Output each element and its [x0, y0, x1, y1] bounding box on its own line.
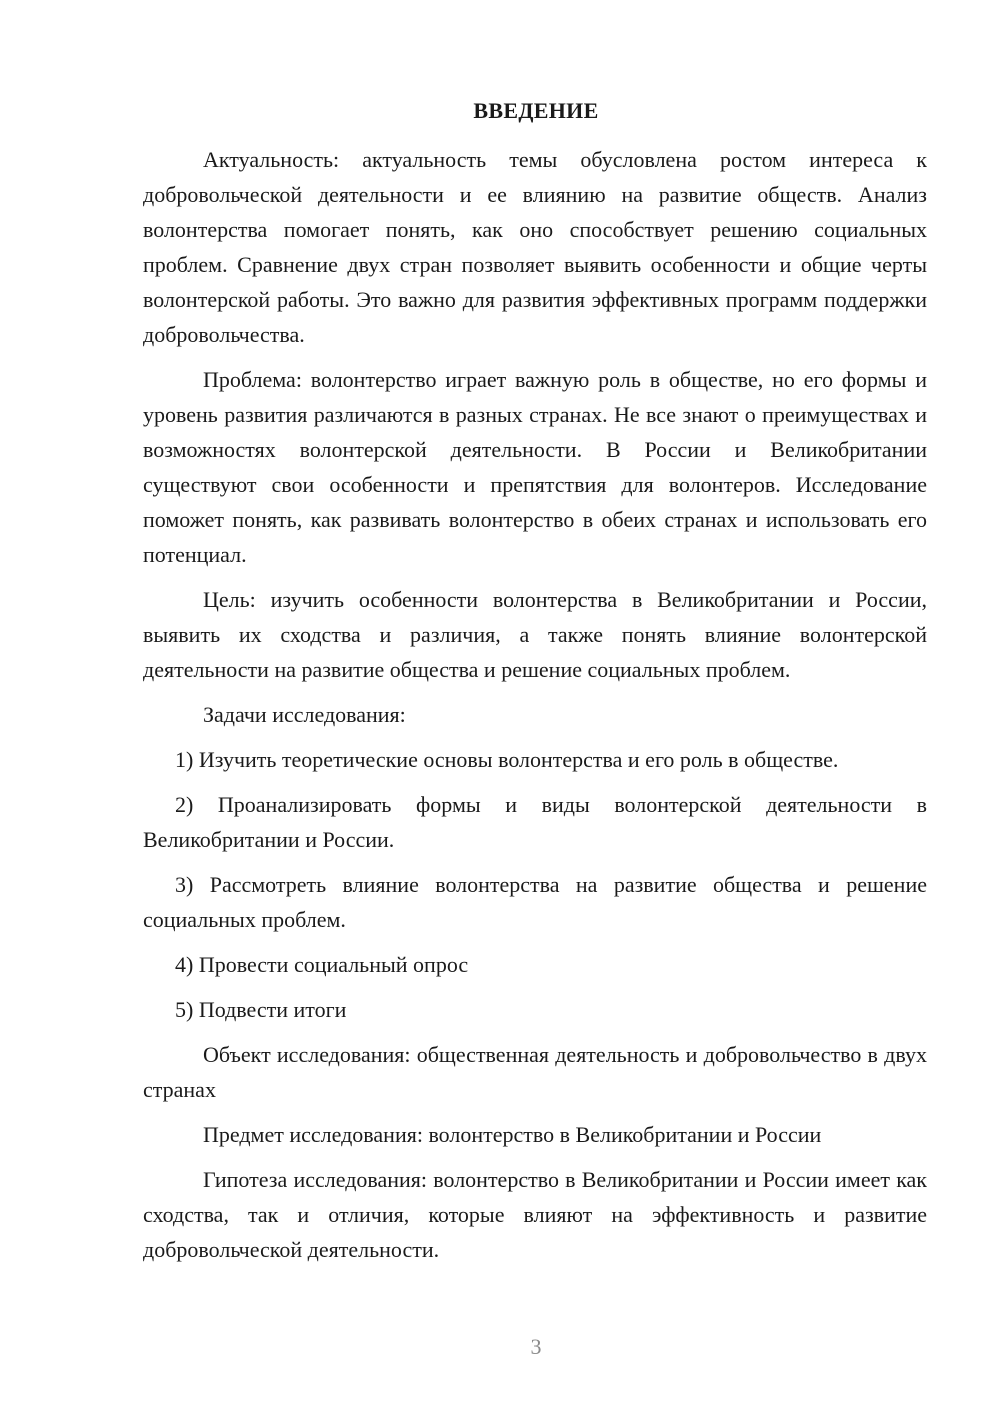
paragraph-problem: Проблема: волонтерство играет важную роль в обществе, но его формы и уровень развития различаются в разных странах. Не все знают о преимуществах и возможностях волонтерской деятельности. В России и Великобритании существуют свои особенности и препятствия для волонтеров. Исследование поможет понять, как развивать волонтерство в обеих странах и использовать его потенциал. [143, 367, 927, 567]
task-item-4: 4) Провести социальный опрос [175, 952, 469, 977]
paragraph-goal: Цель: изучить особенности волонтерства в Великобритании и России, выявить их сходства и различия, а также понять влияние волонтерской деятельности на развитие общества и решение социальных проблем. [143, 587, 927, 682]
paragraph-relevance: Актуальность: актуальность темы обусловлена ростом интереса к добровольческой деятельности и ее влиянию на развитие обществ. Анализ волонтерства помогает понять, как оно способствует решению социальных проблем. Сравнение двух стран позволяет выявить особенности и общие черты волонтерской работы. Это важно для развития эффективных программ поддержки добровольчества. [143, 147, 927, 347]
tasks-heading: Задачи исследования: [203, 702, 406, 727]
paragraph-hypothesis: Гипотеза исследования: волонтерство в Великобритании и России имеет как сходства, так и отличия, которые влияют на эффективность и развитие добровольческой деятельности. [143, 1167, 927, 1262]
paragraph-object: Объект исследования: общественная деятельность и добровольчество в двух странах [143, 1042, 927, 1102]
task-item-3: 3) Рассмотреть влияние волонтерства на развитие общества и решение социальных проблем. [143, 872, 927, 932]
paragraph-subject: Предмет исследования: волонтерство в Великобритании и России [203, 1122, 822, 1147]
task-item-2: 2) Проанализировать формы и виды волонтерской деятельности в Великобритании и России. [143, 792, 927, 852]
task-item-1: 1) Изучить теоретические основы волонтерства и его роль в обществе. [175, 747, 839, 772]
page-number: 3 [530, 1334, 542, 1359]
document-body [143, 142, 927, 1277]
page-title: ВВЕДЕНИЕ [473, 98, 599, 123]
task-item-5: 5) Подвести итоги [175, 997, 347, 1022]
